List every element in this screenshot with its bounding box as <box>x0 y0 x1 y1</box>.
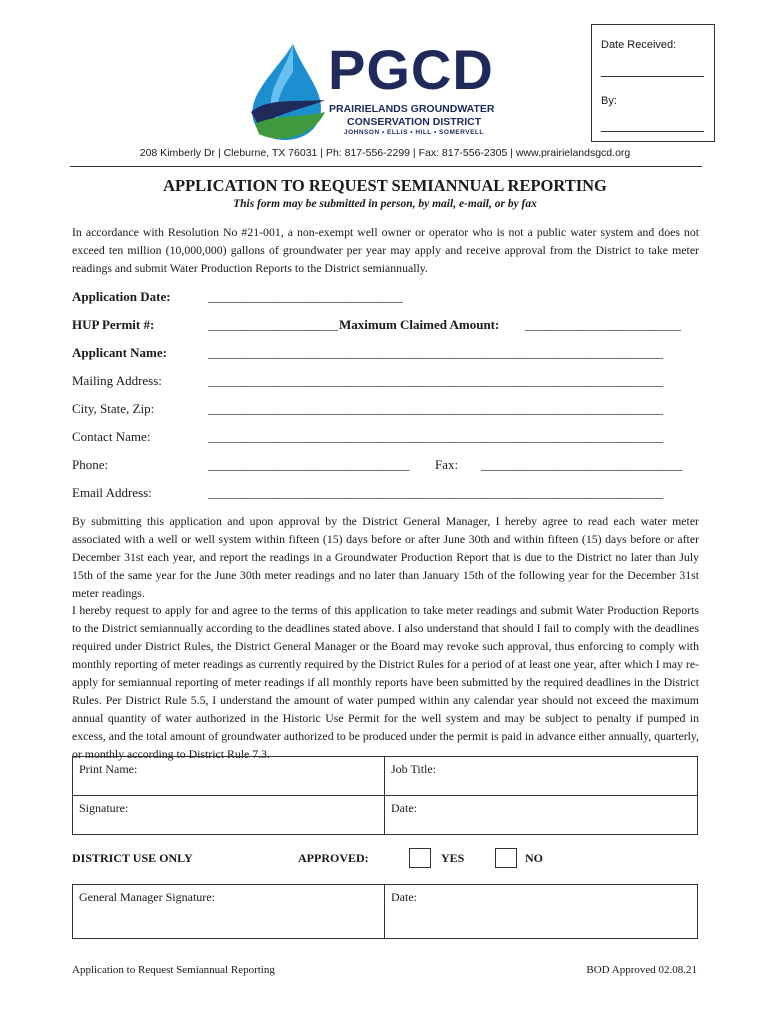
approved-no-checkbox[interactable] <box>495 848 517 868</box>
signature-cell[interactable] <box>73 796 385 835</box>
application-date-label: Application Date: <box>72 289 171 304</box>
fax-field[interactable]: _______________________________ <box>481 457 683 472</box>
district-signature-table <box>72 884 698 939</box>
date-received-box <box>591 24 715 142</box>
date-cell[interactable] <box>385 796 698 835</box>
form-subtitle: This form may be submitted in person, by mail, e-mail, or by fax <box>233 198 537 210</box>
hup-permit-label: HUP Permit #: <box>72 317 155 332</box>
contact-name-label: Contact Name: <box>72 429 151 444</box>
application-date-field[interactable]: ______________________________ <box>208 289 403 304</box>
city-state-zip-label: City, State, Zip: <box>72 401 155 416</box>
city-state-zip-field[interactable]: ______________________________________________________________________ <box>208 401 663 416</box>
applicant-name-label: Applicant Name: <box>72 345 167 360</box>
email-address-label: Email Address: <box>72 485 152 500</box>
mailing-address-field[interactable]: ______________________________________________________________________ <box>208 373 663 388</box>
address-line: 208 Kimberly Dr | Cleburne, TX 76031 | Ph: 817-556-2299 | Fax: 817-556-2305 | www.prairielandsgcd.org <box>139 147 631 159</box>
water-drop-logo-icon <box>245 42 327 142</box>
signature-label: Signature: <box>79 801 129 815</box>
logo-line-2: CONSERVATION DISTRICT <box>347 116 482 128</box>
date-received-label: Date Received: <box>601 39 677 51</box>
intro-paragraph: In accordance with Resolution No #21-001, a non-exempt well owner or operator who is not a public water system and does not exceed ten million (10,000,000) gallons of groundwater per year may apply and receive approval from the District to take meter readings and submit Water Production Reports to the District semiannually. <box>72 225 699 275</box>
signature-table <box>72 756 698 835</box>
job-title-label: Job Title: <box>391 762 437 776</box>
approved-yes-checkbox[interactable] <box>409 848 431 868</box>
approved-label: APPROVED: <box>298 851 369 865</box>
email-address-field[interactable]: ______________________________________________________________________ <box>208 485 663 500</box>
fax-label: Fax: <box>435 457 459 472</box>
gm-signature-cell[interactable] <box>73 885 385 939</box>
phone-label: Phone: <box>72 457 109 472</box>
applicant-name-field[interactable]: ______________________________________________________________________ <box>208 345 663 360</box>
mailing-address-label: Mailing Address: <box>72 373 162 388</box>
footer-left: Application to Request Semiannual Reporting <box>72 964 275 976</box>
header-divider <box>70 166 702 167</box>
terms-paragraph: I hereby request to apply for and agree to the terms of this application to take meter readings and submit Water Production Reports to the District semiannually according to the deadlines stated above. I also understand that should I fail to comply with the deadlines required under District Rules, the District General Manager or the Board may revoke such approval, thus enforcing to comply with monthly reporting of meter readings as currently required by the District Rules for a period of at least one year, after which I may re-apply for semiannual reporting of meter readings if all monthly reports have been submitted by the required deadlines in the District Rules. Per District Rule 5.5, I understand the amount of water pumped within any calendar year should not exceed the maximum annual quantity of water authorized in the Historic Use Permit for the well system and may be subject to penalty if pumped in excess, and the total amount of groundwater authorized to be produced under the permit is paid in advance either annually, quarterly, or monthly according to District Rule 7.3. <box>72 603 699 761</box>
logo-line-3: JOHNSON • ELLIS • HILL • SOMERVELL <box>344 129 484 136</box>
gm-signature-label: General Manager Signature: <box>79 890 215 904</box>
hup-permit-field[interactable]: ____________________ <box>208 317 338 332</box>
print-name-label: Print Name: <box>79 762 138 776</box>
district-date-cell[interactable] <box>385 885 698 939</box>
maximum-claimed-label: Maximum Claimed Amount: <box>339 317 500 332</box>
logo-line-1: PRAIRIELANDS GROUNDWATER <box>329 103 495 115</box>
no-label: NO <box>525 851 543 865</box>
received-by-label: By: <box>601 95 617 107</box>
logo-wordmark: PGCD <box>328 38 494 101</box>
footer-right: BOD Approved 02.08.21 <box>586 964 697 976</box>
received-by-line[interactable] <box>601 131 704 132</box>
district-use-label: DISTRICT USE ONLY <box>72 851 193 865</box>
phone-field[interactable]: _______________________________ <box>208 457 410 472</box>
date-label: Date: <box>391 801 417 815</box>
contact-name-field[interactable]: ______________________________________________________________________ <box>208 429 663 444</box>
agreement-paragraph: By submitting this application and upon approval by the District General Manager, I hereby agree to read each water meter associated with a well or well system within fifteen (15) days before or after June 30th and within fifteen (15) days before or after December 31st each year, and report the readings in a Groundwater Production Report that is due to the District no later than July 15th of the same year for the June 30th meter readings and no later than January 15th of the following year for the December 31st meter readings. <box>72 514 699 600</box>
job-title-cell[interactable] <box>385 757 698 796</box>
form-title: APPLICATION TO REQUEST SEMIANNUAL REPORTING <box>163 176 607 195</box>
yes-label: YES <box>441 851 465 865</box>
maximum-claimed-field[interactable]: ________________________ <box>525 317 681 332</box>
district-date-label: Date: <box>391 890 417 904</box>
date-received-line[interactable] <box>601 76 704 77</box>
print-name-cell[interactable] <box>73 757 385 796</box>
